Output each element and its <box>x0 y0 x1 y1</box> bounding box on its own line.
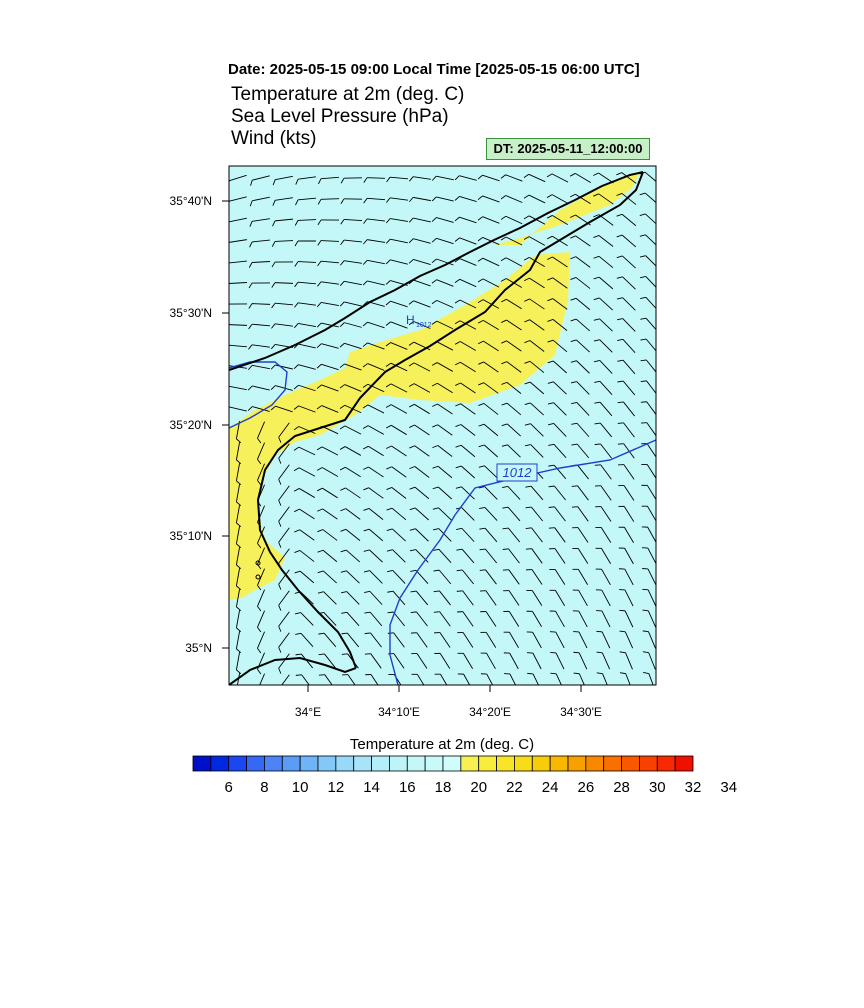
colorbar-tick-label: 12 <box>327 779 345 796</box>
colorbar-tick-label: 24 <box>541 779 559 796</box>
colorbar-swatch <box>229 756 247 771</box>
colorbar-tick-label: 28 <box>613 779 630 796</box>
colorbar-swatch <box>479 756 497 771</box>
colorbar-swatch <box>425 756 443 771</box>
colorbar-tick-label: 18 <box>434 779 452 796</box>
colorbar-swatch <box>532 756 550 771</box>
colorbar-swatch <box>389 756 407 771</box>
colorbar-tick-label: 34 <box>720 779 738 796</box>
lon-ticks <box>308 685 581 692</box>
title-wind: Wind (kts) <box>231 128 317 149</box>
isobar-label: 1012 <box>502 465 532 480</box>
lon-label: 34°E <box>294 705 322 719</box>
colorbar-swatch <box>193 756 211 771</box>
title-pressure: Sea Level Pressure (hPa) <box>231 106 449 127</box>
colorbar-tick-label: 14 <box>363 779 380 796</box>
colorbar-tick-label: 10 <box>291 779 309 796</box>
colorbar-swatch <box>211 756 229 771</box>
colorbar-swatch <box>282 756 300 771</box>
colorbar-tick-label: 26 <box>577 779 595 796</box>
colorbar-swatch <box>354 756 372 771</box>
init-time-badge: DT: 2025-05-11_12:00:00 <box>486 138 650 160</box>
colorbar-swatch <box>586 756 604 771</box>
colorbar-swatch <box>497 756 515 771</box>
lon-label: 34°20'E <box>469 705 511 719</box>
forecast-date-line: Date: 2025-05-15 09:00 Local Time [2025-05-15 06:00 UTC] <box>228 61 640 78</box>
colorbar-tick-label: 6 <box>224 779 233 796</box>
colorbar-swatch <box>407 756 425 771</box>
colorbar-swatch <box>604 756 622 771</box>
colorbar-swatch <box>336 756 354 771</box>
colorbar-tick-label: 22 <box>506 779 523 796</box>
colorbar-tick-label: 16 <box>398 779 416 796</box>
colorbar-swatch <box>318 756 336 771</box>
lat-label: 35°30'N <box>169 306 212 320</box>
colorbar-swatch <box>247 756 265 771</box>
temperature-colorbar <box>192 755 694 772</box>
colorbar-swatch <box>461 756 479 771</box>
lon-label: 34°30'E <box>560 705 602 719</box>
colorbar-swatch <box>675 756 693 771</box>
colorbar-tick-label: 30 <box>648 779 666 796</box>
lat-label: 35°10'N <box>169 529 212 543</box>
colorbar-swatch <box>514 756 532 771</box>
high-pressure-symbol: H <box>406 313 415 327</box>
colorbar-swatch <box>443 756 461 771</box>
colorbar-tick-label: 8 <box>260 779 269 796</box>
lat-ticks <box>222 201 229 648</box>
colorbar-swatch <box>550 756 568 771</box>
colorbar-swatch <box>372 756 390 771</box>
lat-label: 35°40'N <box>169 194 212 208</box>
colorbar-tick-label: 32 <box>684 779 702 796</box>
colorbar-swatch <box>300 756 318 771</box>
colorbar-swatch <box>568 756 586 771</box>
colorbar-swatch <box>264 756 282 771</box>
title-temperature: Temperature at 2m (deg. C) <box>231 84 465 105</box>
colorbar-swatch <box>639 756 657 771</box>
colorbar-swatch <box>657 756 675 771</box>
lat-label: 35°N <box>185 641 212 655</box>
contour-label-box <box>497 464 537 481</box>
colorbar-swatch <box>622 756 640 771</box>
high-pressure-value: 1012 <box>416 322 432 329</box>
lon-label: 34°10'E <box>378 705 420 719</box>
lat-label: 35°20'N <box>169 418 212 432</box>
colorbar-title: Temperature at 2m (deg. C) <box>349 736 535 753</box>
colorbar-tick-label: 20 <box>470 779 488 796</box>
